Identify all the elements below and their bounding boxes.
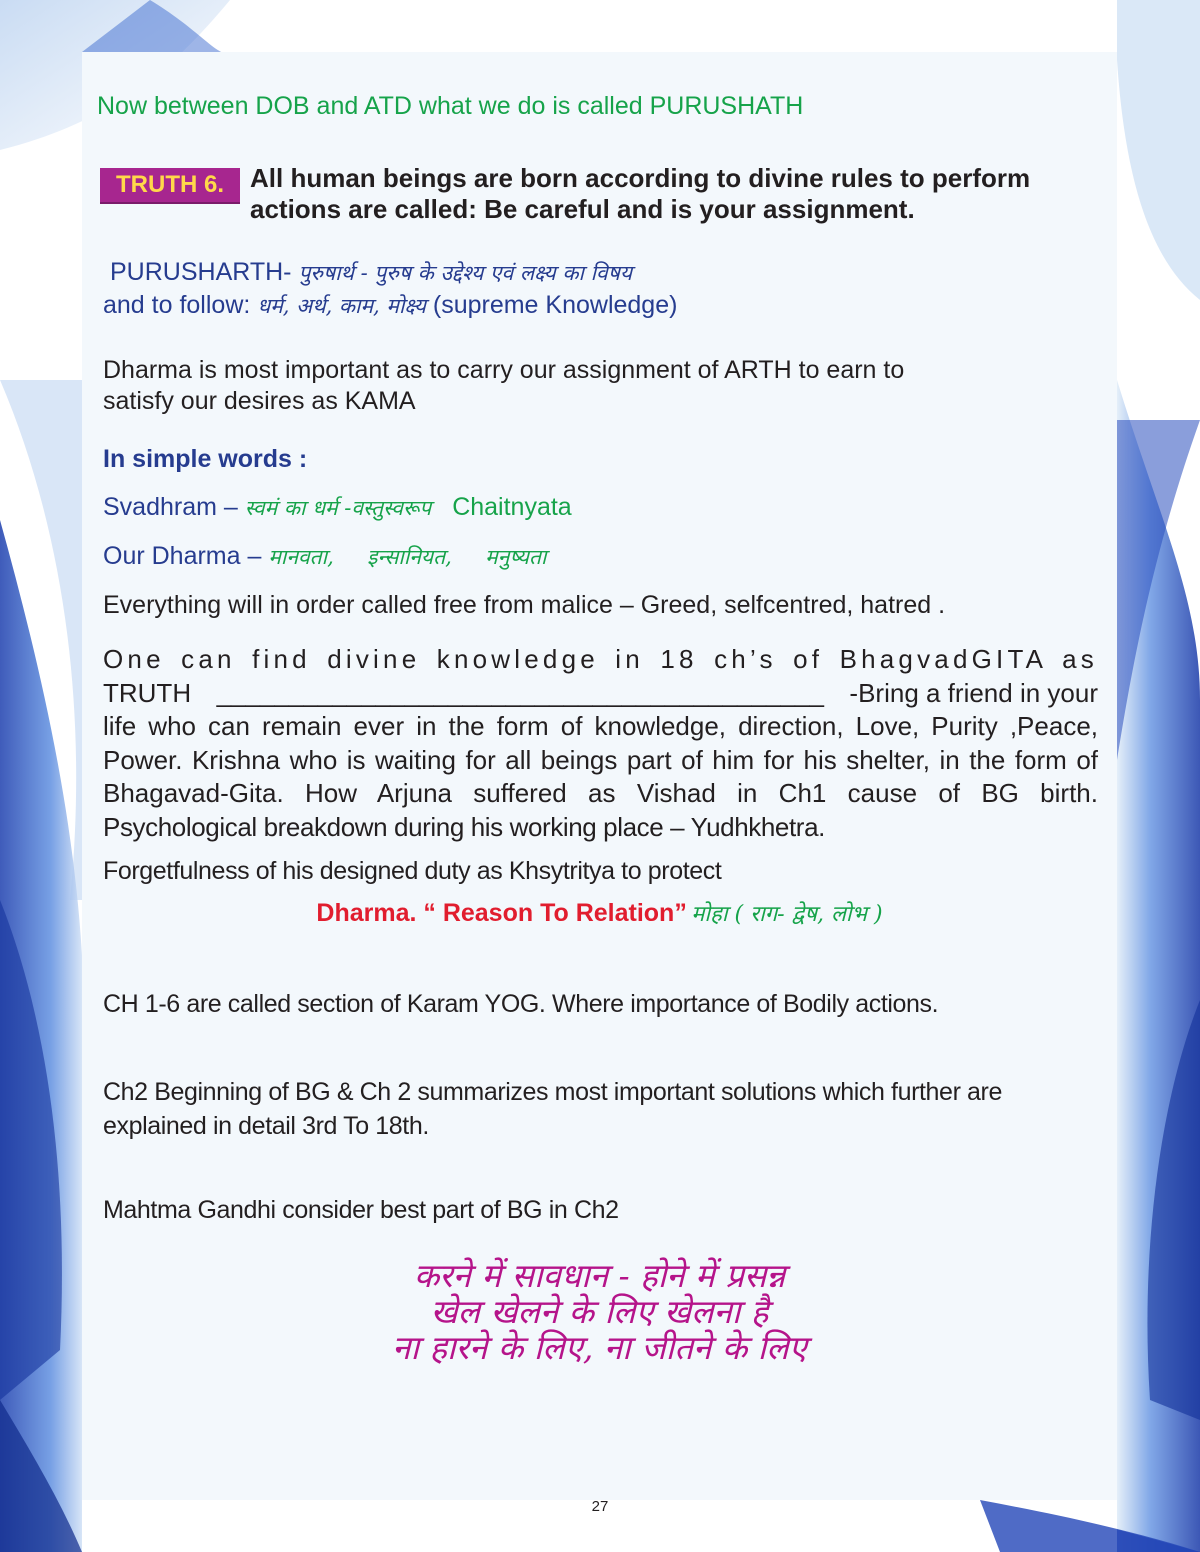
truth-line-2: actions are called: Be careful and is your assignment.	[250, 194, 915, 224]
purusharth-line	[110, 257, 632, 287]
gandhi-line: Mahtma Gandhi consider best part of BG in Ch2	[103, 1196, 619, 1224]
follow-hindi: धर्म, अर्थ, काम, मोक्ष्य	[257, 294, 426, 318]
gita-blank: __________________________________________	[216, 677, 824, 708]
gita-line-6: Psychological breakdown during his working place – Yudhkhetra.	[103, 811, 825, 842]
dharma-line-1: Dharma is most important as to carry our assignment of ARTH to earn to	[103, 356, 905, 384]
our-dharma-hindi: मानवता, इन्सानियत, मनुष्यता	[268, 545, 547, 569]
reason-red: Dharma. “ Reason To Relation”	[316, 899, 687, 927]
svadhram-line	[103, 492, 572, 522]
dharma-line-2: satisfy our desires as KAMA	[103, 387, 416, 415]
truth-statement	[250, 163, 1110, 225]
our-dharma-line	[103, 541, 546, 571]
gita-line-5: Bhagavad-Gita. How Arjuna suffered as Vishad in Ch1 cause of BG birth.	[103, 778, 1098, 809]
dharma-paragraph	[103, 355, 904, 417]
ch2-paragraph	[103, 1075, 1002, 1143]
closing-hindi-line-3: ना हारने के लिए, ना जीतने के लिए	[392, 1328, 807, 1367]
simple-words-heading: In simple words :	[103, 445, 308, 473]
gita-truth-word: TRUTH	[103, 677, 192, 708]
gita-line-3: life who can remain ever in the form of knowledge, direction, Love, Purity ,Peace,	[103, 711, 1098, 742]
closing-hindi-line-2: खेल खेलने के लिए खेलना है	[430, 1292, 769, 1331]
follow-label: and to follow:	[103, 291, 251, 319]
truth-badge: TRUTH 6.	[100, 168, 240, 204]
follow-line	[103, 290, 677, 320]
reason-line	[82, 898, 1117, 928]
purusharth-label: PURUSHARTH-	[110, 258, 292, 286]
header-line: Now between DOB and ATD what we do is called PURUSHATH	[97, 92, 804, 120]
svadhram-suffix: Chaitnyata	[452, 493, 572, 521]
gita-line-1: One can find divine knowledge in 18 ch’s of BhagvadGITA as	[103, 644, 1098, 674]
closing-hindi-verse	[82, 1258, 1117, 1366]
reason-hindi: मोहा ( राग- द्वेष, लोभ )	[691, 902, 883, 927]
follow-suffix: (supreme Knowledge)	[432, 291, 678, 319]
ch2-line-2: explained in detail 3rd To 18th.	[103, 1112, 429, 1140]
gita-line-2	[103, 677, 1098, 711]
our-dharma-label: Our Dharma –	[103, 542, 262, 570]
closing-hindi-line-1: करने में सावधान - होने में प्रसन्न	[413, 1256, 786, 1295]
page-number: 27	[591, 1498, 609, 1515]
gita-line-4: Power. Krishna who is waiting for all beings part of him for his shelter, in the form of	[103, 744, 1098, 775]
svadhram-hindi: स्वमं का धर्म -वस्तुस्वरूप	[244, 496, 432, 520]
gita-paragraph	[103, 643, 1098, 845]
karam-line: CH 1-6 are called section of Karam YOG. Where importance of Bodily actions.	[103, 990, 939, 1018]
gita-line-2-end: -Bring a friend in your	[849, 677, 1098, 708]
truth-line-1: All human beings are born according to divine rules to perform	[250, 163, 1031, 193]
ch2-line-1: Ch2 Beginning of BG & Ch 2 summarizes most important solutions which further are	[103, 1078, 1002, 1106]
purusharth-hindi: पुरुषार्थ - पुरुष के उद्देश्य एवं लक्ष्य का विषय	[298, 261, 633, 285]
forgetfulness-line: Forgetfulness of his designed duty as Khsytritya to protect	[103, 857, 722, 885]
everything-line: Everything will in order called free from malice – Greed, selfcentred, hatred .	[103, 591, 946, 619]
svadhram-label: Svadhram –	[103, 493, 238, 521]
